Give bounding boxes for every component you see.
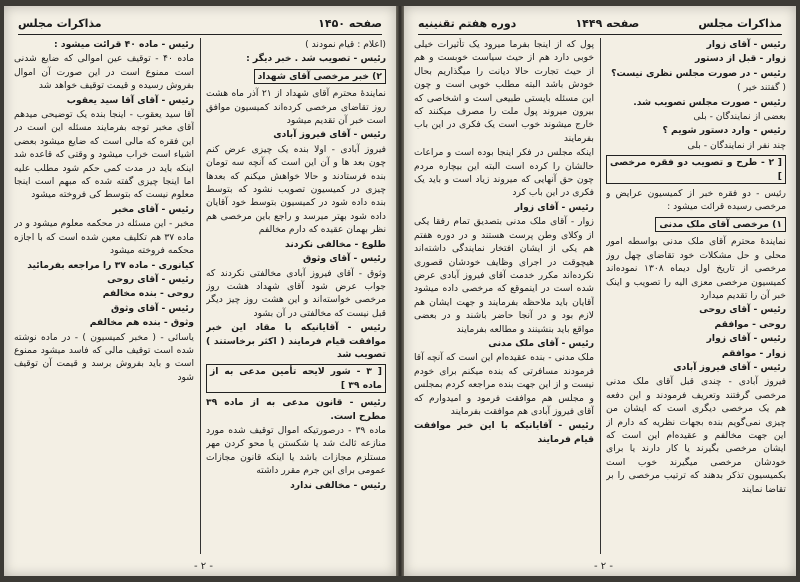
- body-paragraph: ماده ۴۰ - توقیف عین اموالی که ضایع شدنی است ممنوع است در این صورت آن اموال بفروش رسیده و قیمت توقیف خواهد شد: [14, 53, 194, 92]
- speaker-line: رئیس - صورت مجلس تصویب شد.: [633, 96, 786, 108]
- right-page-column-right: [606, 38, 786, 554]
- right-header-session: دوره هفتم تقنینیه: [418, 16, 517, 30]
- body-paragraph: زوار - آقای ملک مدنی بتصدیق تمام رفقا یکی از وکلای وطن پرست هستند و در دوره هفتم هم یکی از ایشان افتخار نمایندگی داشته‌اند هیچوقت در اجرای وظایف خودشان قصوری نکرده‌اند مکرر خدمت آقای فیروز آبادی عرض شده است در اینموقع که مرخصی داده میشود آقایان باید ملاحظه بفرمایند و جهت ایشان هم لازم بود و در آنجا حاضر باشند و در بعضی مواقع باید بنشینند و مطالعه بفرمایند: [414, 216, 594, 335]
- speaker-line: رئیس - تصویب شد . خبر دیگر :: [246, 53, 386, 65]
- speaker-line: زوار - موافقم: [721, 347, 786, 359]
- column-divider: [200, 38, 201, 554]
- section-heading: [ ۲ - طرح و تصویب دو فقره مرخصی ]: [606, 153, 786, 186]
- left-page-folio: - ۲ -: [194, 561, 213, 572]
- left-page-column-right: [206, 38, 386, 554]
- body-paragraph: بعضی از نمایندگان - بلی: [693, 111, 786, 123]
- speaker-line: رئیس - آقای فیروز آبادی: [273, 129, 386, 141]
- body-paragraph: فیروز آبادی - چندی قبل آقای ملک مدنی مرخصی گرفتند وتعریف فرمودند و این دفعه هم یک مرخصی دیگری است که ایشان من چیزی نمی‌گویم بنده بجهات نظریه که دارم از این جهت مخالفم و عقیده‌ام این است که ایشان مرخصی بگیرند یا کار دارند یا برای خودشان مرخصی میگیرند خوب است بکمیسیون تذکر بدهند که ترتیب مرخصی را بر تقاضا نمایند: [606, 376, 786, 495]
- speaker-line: رئیس - آقایانیکه با مقاد این خبر موافقت قیام فرمایند ( اکثر برخاستند ) تصویب شد: [206, 322, 386, 360]
- speaker-line: رئیس - آقای مخبر: [112, 203, 194, 215]
- body-paragraph: رئیس - دو فقره خبر از کمیسیون عرایض و مرخصی رسیده قرائت میشود :: [606, 188, 786, 213]
- speaker-line: رئیس - در صورت مجلس نظری نیست؟: [611, 67, 786, 79]
- body-paragraph: نمایندهٔ محترم آقای شهداد از ۲۱ آذر ماه هشت روز تقاضای مرخصی کرده‌اند کمیسیون موافق است خبر آن تقدیم میشود: [206, 88, 386, 127]
- speaker-line: روحی - موافقم: [714, 318, 786, 330]
- body-paragraph: ( گفتند خیر ): [737, 82, 786, 94]
- body-paragraph: ملک مدنی - بنده عقیده‌ام این است که آنچه آقا فرمودند مسافرتی که بنده میکنم برای خودم نیست و از این جهت بنده مراجعه کردم بمجلس و مجلس هم موافقت فرمود و امیدوارم که آقای فیروز آبادی هم موافقت بفرمایند: [414, 352, 594, 417]
- speaker-line: رئیس - آقای ملک مدنی: [488, 337, 594, 349]
- speaker-line: رئیس - آقای وثوق: [110, 302, 194, 314]
- right-page-header: [418, 14, 782, 35]
- speaker-line: رئیس - آقای زوار: [706, 333, 786, 345]
- speaker-line: کیانوری - ماده ۳۷ را مراجعه بفرمائید: [27, 259, 194, 271]
- right-header-title: مذاکرات مجلس: [698, 16, 782, 30]
- speaker-line: رئیس - آقای آقا سید یعقوب: [66, 94, 194, 106]
- body-paragraph: (اعلام : قیام نمودند ): [305, 39, 386, 50]
- speaker-line: رئیس - ماده ۴۰ قرائت میشود :: [54, 39, 194, 50]
- book-gutter: [396, 6, 404, 576]
- body-paragraph: ماده ۳۹ - درصورتیکه اموال توقیف شده مورد منازعه ثالث شد یا شکستن یا محو کردن مهر مستلزم مجازات باشد یا اینکه قانون مجازات عمومی برای این جرم مقرر داشته: [206, 424, 386, 477]
- section-heading: [ ۳ - شور لایحه تأمین مدعی به از ماده ۳۹ ]: [206, 362, 386, 395]
- right-page-column-left: [414, 38, 594, 554]
- body-paragraph: مخبر - این مسئله در محکمه معلوم میشود و در ماده ۳۷ هم تکلیف معین شده است که با اجازه محکمه فروخته میشود: [14, 218, 194, 257]
- left-page: [4, 6, 396, 576]
- speaker-line: زوار - قبل از دستور: [694, 53, 786, 65]
- speaker-line: رئیس - آقای روحی: [107, 273, 194, 285]
- left-header-page-number: صفحه ۱۴۵۰: [318, 16, 382, 30]
- speaker-line: رئیس - آقای زوار: [514, 201, 594, 213]
- body-paragraph: وثوق - آقای فیروز آبادی مخالفتی نکردند که جواب عرض شود آقای شهداد هشت روز مرخصی خواسته‌اند و این هشت روز چیز دیگر قبل نیست که مخالفتی در آن بشود: [206, 267, 386, 319]
- column-divider: [600, 38, 601, 554]
- section-heading: ۱) مرخصی آقای ملک مدنی: [606, 215, 786, 234]
- speaker-line: روحی - بنده مخالفم: [102, 288, 194, 300]
- body-paragraph: نمایندهٔ محترم آقای ملک مدنی بواسطه امور محلی و حل مشکلات خود تقاضای چهل روز مرخصی از تاریخ اول دیماه ۱۳۰۸ نموده‌اند کمیسیون مرخصی معزی الیه را تصویب و اینک خبر آن را تقدیم میدارد: [606, 236, 786, 301]
- speaker-line: رئیس - آقای وثوق: [302, 253, 386, 265]
- left-header-title: مذاکرات مجلس: [18, 16, 102, 30]
- speaker-line: طلوع - مخالفی نکردند: [285, 238, 386, 250]
- speaker-line: وثوق - بنده هم مخالفم: [89, 317, 194, 329]
- left-page-column-left: [14, 38, 194, 554]
- body-paragraph: آقا سید یعقوب - اینجا بنده یک توضیحی میدهم آقای مخبر توجه بفرمایند مسئله این است در این فقره که مالی است که ضایع میشود بعضی اشیاء است خراب میشود و وقتی که قاعده شد اینکه باید در مدت کمی حکم شود مطلب علیه اما اینجا چیزی گفته شده که مبهم است اینجا معلوم نیست که بتوسط کی فروخته میشود: [14, 109, 194, 201]
- right-header-page-number: صفحه ۱۴۴۹: [575, 16, 640, 30]
- body-paragraph: پول که از اینجا بفرما میرود یک تأثیرات خیلی خوبی دارد هم از حیث سیاست خوبست و هم از حیث تجارت حالا دیانت را میگذاریم بحال خودش باشد البته مطلب خوبی است و چون این مسئله بایستی طبیعی است و اشخاصی که بیرون میروند پول ملت را مصرف میکنند که خارج میشوند خوب است یک فکری در این باب بفرمایند: [414, 39, 594, 144]
- body-paragraph: یاسائی - ( مخبر کمیسیون ) - در ماده نوشته شده است توقیف مالی که فاسد میشود ممنوع است و باید بفروش برسد و قیمت آن توقیف شود: [14, 331, 194, 383]
- body-paragraph: چند نفر از نمایندگان - بلی: [687, 139, 786, 151]
- speaker-line: رئیس - آقای فیروز آبادی: [673, 361, 786, 373]
- body-paragraph: اینکه مجلس در فکر اینجا بوده است و مراعات حالشان را کرده است البته این بیچاره مردم چون حق آنهایی که میروند زیاد است و باید یک فکری در این باب کرد: [414, 147, 594, 199]
- speaker-line: رئیس - مخالفی ندارد: [290, 479, 386, 491]
- speaker-line: رئیس - آقای زوار: [706, 39, 786, 50]
- speaker-line: رئیس - آقایانیکه با این خبر موافقت قیام فرمایند: [414, 420, 594, 445]
- speaker-line: رئیس - وارد دستور شویم ؟: [662, 125, 786, 137]
- section-heading: ۲) خبر مرخصی آقای شهداد: [206, 67, 386, 86]
- body-paragraph: فیروز آبادی - اولا بنده یک چیزی عرض کنم چون بعد ها و آن این است که آنچه سه تومان بنده فرستادند و حالا خواهش میکنم که بعدها چیزی در کمیسیون تصویب نشود که بتوسط بنده داده شود در کمیسیون بتوسط خود آقایان داده شود بهتر میرسد و راجع باین مرخصی هم نظر بهمان عقیده که دارم مخالفم: [206, 143, 386, 236]
- left-page-header: [18, 14, 382, 35]
- speaker-line: رئیس - آقای روحی: [699, 304, 786, 316]
- right-page-folio: - ۲ -: [594, 561, 613, 572]
- right-page: [404, 6, 796, 576]
- speaker-line: رئیس - قانون مدعی به از ماده ۳۹ مطرح است.: [206, 397, 386, 422]
